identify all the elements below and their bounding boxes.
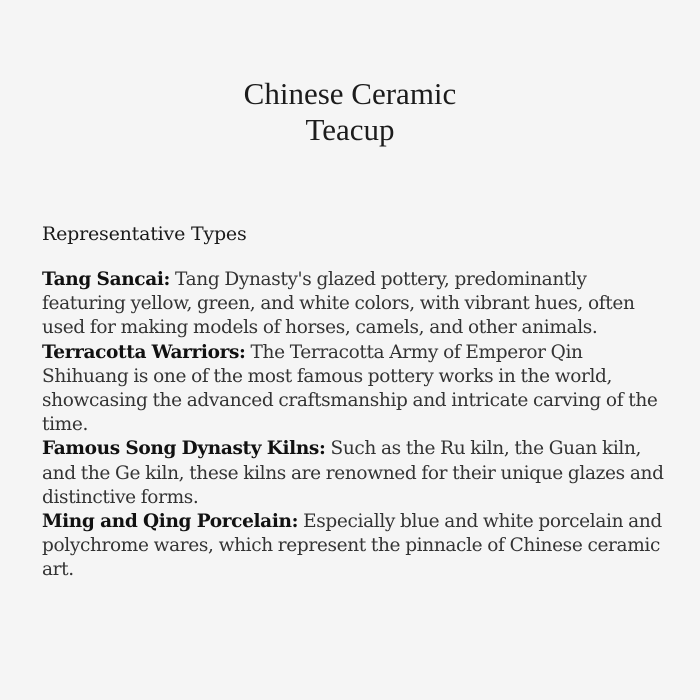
entry-list [42, 268, 667, 583]
page-title [0, 76, 700, 148]
entry-term: Tang Sancai: [42, 269, 171, 290]
entry-tang-sancai [42, 268, 667, 341]
entry-ming-qing-porcelain [42, 510, 667, 583]
entry-term: Famous Song Dynasty Kilns: [42, 438, 326, 460]
title-line-1: Chinese Ceramic [243, 76, 457, 111]
entry-text: Especially blue and white porcelain and polychrome wares, which represent the pinnacle of Chinese ceramic art. [42, 511, 662, 581]
section-heading: Representative Types [42, 223, 247, 245]
entry-terracotta-warriors [42, 341, 667, 438]
entry-term: Ming and Qing Porcelain: [42, 511, 299, 533]
entry-text: The Terracotta Army of Emperor Qin Shihuang is one of the most famous pottery works in the world, showcasing the advanced craftsmanship and intricate carving of the time. [42, 341, 658, 436]
entry-song-dynasty-kilns [42, 437, 667, 510]
entry-text: Such as the Ru kiln, the Guan kiln, and the Ge kiln, these kilns are renowned for their unique glazes and distinctive forms. [42, 438, 664, 508]
entry-term: Terracotta Warriors: [42, 341, 246, 363]
entry-text: Tang Dynasty's glazed pottery, predominantly featuring yellow, green, and white colors, with vibrant hues, often used for making models of horses, camels, and other animals. [42, 269, 635, 339]
title-line-2: Teacup [305, 112, 395, 147]
